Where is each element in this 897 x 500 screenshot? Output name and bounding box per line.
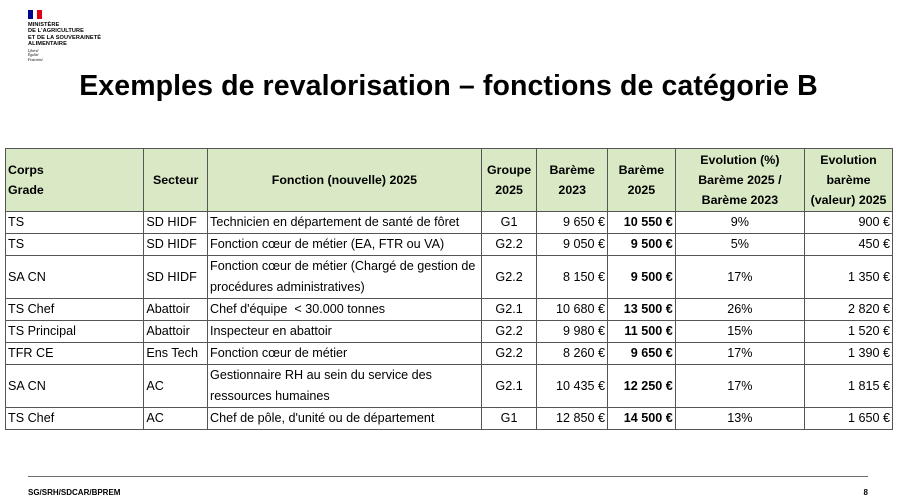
cell-evolution-pct: 26% [675, 299, 804, 321]
cell-bareme-2023: 9 650 € [537, 212, 608, 234]
header-text: Grade [8, 183, 44, 197]
cell-fonction: Technicien en département de santé de fôret [208, 212, 482, 234]
table-row [6, 365, 893, 408]
cell-bareme-2025: 13 500 € [608, 299, 676, 321]
cell-bareme-2023: 12 850 € [537, 408, 608, 430]
cell-evolution-valeur: 1 520 € [805, 321, 893, 343]
cell-bareme-2025: 9 500 € [608, 256, 676, 299]
table-row [6, 256, 893, 299]
cell-bareme-2023: 8 150 € [537, 256, 608, 299]
header-text: barème [826, 173, 871, 187]
cell-fonction: Fonction cœur de métier (Chargé de gestion de procédures administratives) [208, 256, 482, 299]
header-text: Evolution (%) [700, 153, 780, 167]
cell-corps: TS Chef [6, 299, 144, 321]
header-text: Evolution [820, 153, 877, 167]
cell-secteur: SD HIDF [144, 256, 208, 299]
cell-corps: SA CN [6, 365, 144, 408]
cell-corps: TFR CE [6, 343, 144, 365]
ministry-line: DE L'AGRICULTURE [28, 28, 84, 35]
cell-fonction: Fonction cœur de métier [208, 343, 482, 365]
cell-fonction: Fonction cœur de métier (EA, FTR ou VA) [208, 234, 482, 256]
cell-evolution-valeur: 2 820 € [805, 299, 893, 321]
cell-bareme-2023: 10 435 € [537, 365, 608, 408]
table-header-row [6, 149, 893, 212]
cell-evolution-pct: 9% [675, 212, 804, 234]
cell-evolution-pct: 17% [675, 343, 804, 365]
cell-fonction: Chef de pôle, d'unité ou de département [208, 408, 482, 430]
table-row [6, 408, 893, 430]
cell-fonction: Inspecteur en abattoir [208, 321, 482, 343]
header-text: 2023 [558, 183, 586, 197]
header-text: Barème [549, 163, 595, 177]
cell-bareme-2025: 9 650 € [608, 343, 676, 365]
table-row [6, 321, 893, 343]
ministry-logo [28, 10, 148, 62]
header-text: Groupe [487, 163, 532, 177]
header-groupe [481, 149, 537, 212]
motto-line: Fraternité [28, 57, 43, 62]
cell-bareme-2025: 9 500 € [608, 234, 676, 256]
cell-secteur: SD HIDF [144, 234, 208, 256]
footer-divider [28, 476, 868, 477]
ministry-line: MINISTÈRE [28, 22, 60, 28]
header-text: Barème 2023 [701, 193, 779, 207]
cell-evolution-valeur: 1 815 € [805, 365, 893, 408]
cell-secteur: AC [144, 408, 208, 430]
motto [28, 49, 148, 62]
header-text: Corps [8, 163, 44, 177]
cell-fonction: Gestionnaire RH au sein du service des ressources humaines [208, 365, 482, 408]
page-number: 8 [863, 488, 868, 497]
motto-line: Égalité [28, 53, 39, 58]
header-fonction: Fonction (nouvelle) 2025 [208, 149, 482, 212]
table-row [6, 299, 893, 321]
header-text: (valeur) 2025 [810, 193, 887, 207]
cell-bareme-2023: 9 980 € [537, 321, 608, 343]
cell-evolution-valeur: 900 € [805, 212, 893, 234]
table-row [6, 212, 893, 234]
slide-title: Exemples de revalorisation – fonctions de catégorie B [79, 70, 818, 102]
header-bareme-2023 [537, 149, 608, 212]
cell-groupe: G2.2 [481, 343, 537, 365]
table-row [6, 343, 893, 365]
header-text: 2025 [627, 183, 656, 197]
cell-bareme-2025: 11 500 € [608, 321, 676, 343]
ministry-name [28, 22, 148, 47]
cell-secteur: Abattoir [144, 321, 208, 343]
cell-evolution-valeur: 450 € [805, 234, 893, 256]
cell-groupe: G2.2 [481, 234, 537, 256]
cell-bareme-2025: 12 250 € [608, 365, 676, 408]
cell-bareme-2025: 14 500 € [608, 408, 676, 430]
ministry-line: ET DE LA SOUVERAINETÉ [28, 34, 102, 41]
cell-evolution-valeur: 1 650 € [805, 408, 893, 430]
cell-evolution-valeur: 1 350 € [805, 256, 893, 299]
cell-evolution-pct: 17% [675, 256, 804, 299]
cell-fonction: Chef d'équipe < 30.000 tonnes [208, 299, 482, 321]
motto-line: Liberté [28, 49, 39, 54]
header-evolution-pct [675, 149, 804, 212]
cell-evolution-pct: 17% [675, 365, 804, 408]
cell-secteur: Ens Tech [144, 343, 208, 365]
header-evolution-valeur [805, 149, 893, 212]
ministry-line: ALIMENTAIRE [28, 40, 67, 47]
cell-corps: TS [6, 234, 144, 256]
cell-groupe: G2.1 [481, 365, 537, 408]
cell-groupe: G2.2 [481, 321, 537, 343]
cell-corps: SA CN [6, 256, 144, 299]
cell-bareme-2023: 8 260 € [537, 343, 608, 365]
cell-corps: TS Chef [6, 408, 144, 430]
cell-groupe: G1 [481, 408, 537, 430]
header-corps-grade [6, 149, 144, 212]
cell-groupe: G2.2 [481, 256, 537, 299]
french-flag-icon [28, 10, 42, 19]
cell-evolution-valeur: 1 390 € [805, 343, 893, 365]
table-row [6, 234, 893, 256]
cell-secteur: Abattoir [144, 299, 208, 321]
header-text: Barème 2025 / [698, 173, 782, 187]
cell-groupe: G2.1 [481, 299, 537, 321]
cell-corps: TS [6, 212, 144, 234]
header-bareme-2025 [608, 149, 676, 212]
cell-evolution-pct: 5% [675, 234, 804, 256]
cell-corps: TS Principal [6, 321, 144, 343]
cell-bareme-2023: 9 050 € [537, 234, 608, 256]
cell-secteur: AC [144, 365, 208, 408]
cell-evolution-pct: 13% [675, 408, 804, 430]
footer-reference: SG/SRH/SDCAR/BPREM [28, 488, 121, 497]
cell-secteur: SD HIDF [144, 212, 208, 234]
revalorisation-table [5, 148, 893, 430]
header-secteur: Secteur [144, 149, 208, 212]
cell-bareme-2025: 10 550 € [608, 212, 676, 234]
header-text: Barème [618, 163, 665, 177]
cell-groupe: G1 [481, 212, 537, 234]
cell-bareme-2023: 10 680 € [537, 299, 608, 321]
header-text: 2025 [495, 183, 523, 197]
cell-evolution-pct: 15% [675, 321, 804, 343]
